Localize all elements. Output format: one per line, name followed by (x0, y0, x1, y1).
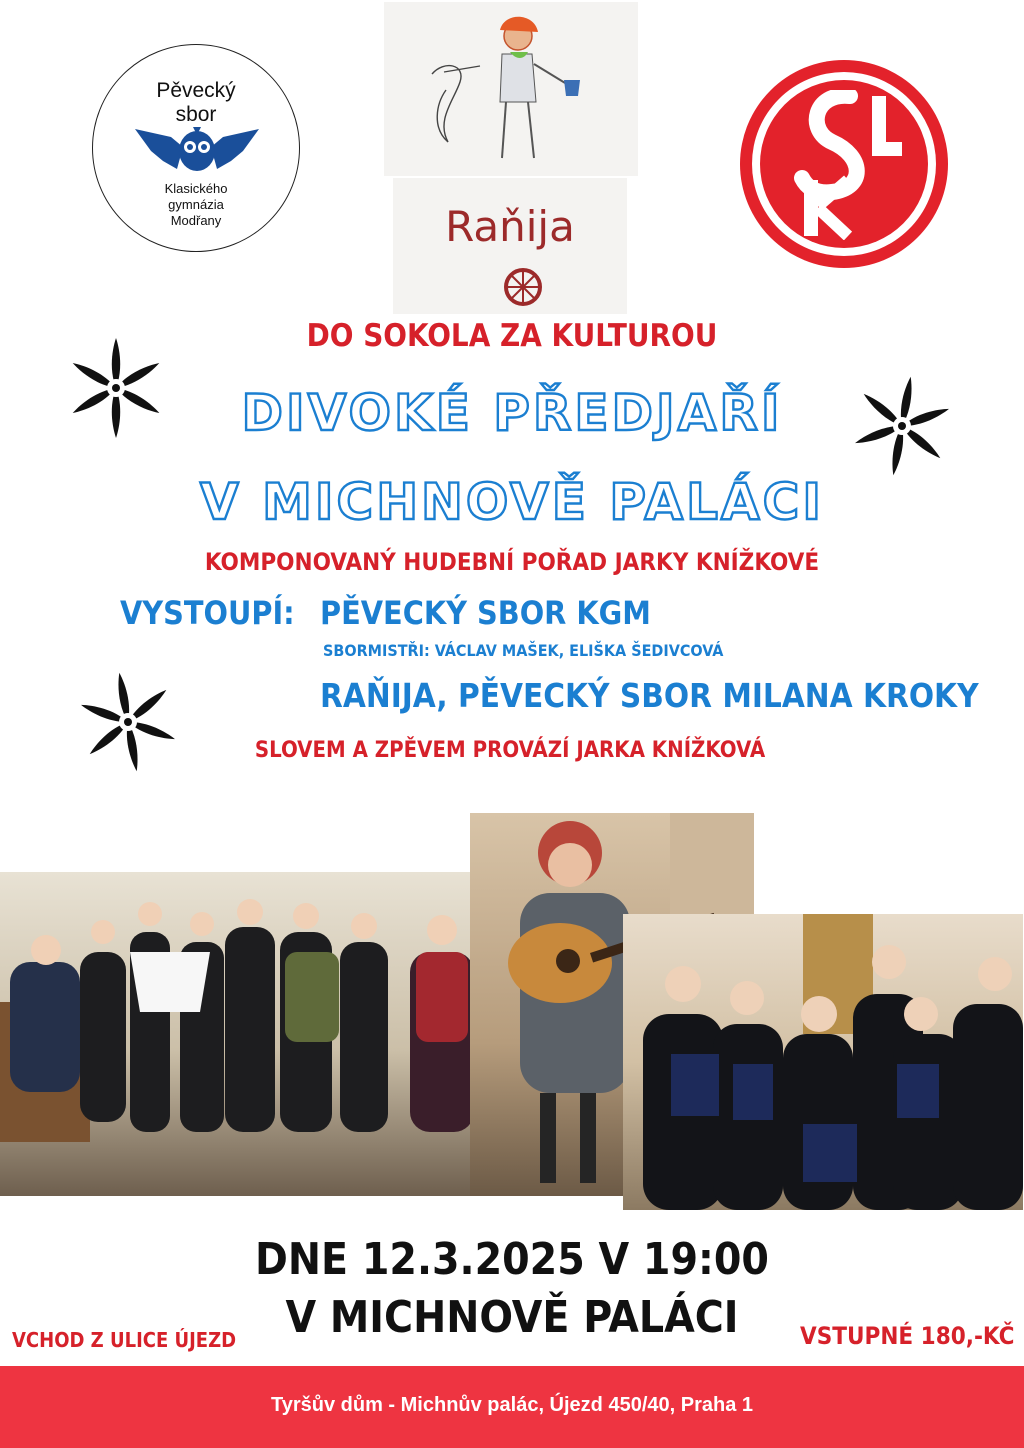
host-line: SLOVEM A ZPĚVEM PROVÁZÍ JARKA KNÍŽKOVÁ (254, 738, 766, 763)
performer-kgm: PĚVECKÝ SBOR KGM (320, 594, 651, 632)
singer-drawing-icon (384, 2, 638, 176)
youth-choir-photo (623, 914, 1023, 1210)
logo-text-line4: gymnázia (168, 197, 224, 212)
footer-bar (0, 1366, 1024, 1448)
title-line1: DIVOKÉ PŘEDJAŘÍ (241, 384, 783, 442)
wheel-icon (499, 264, 547, 310)
choir-performance-photo (0, 872, 506, 1196)
title-line2: V MICHNOVĚ PALÁCI (200, 473, 824, 531)
logo-text-line2: sbor (175, 103, 217, 126)
ranija-logo-text: Raňija (445, 202, 575, 251)
logo-text-line3: Klasického (164, 181, 228, 196)
footer-address: Tyršův dům - Michnův palác, Újezd 450/40, Praha 1 (270, 1394, 754, 1416)
event-place: V MICHNOVĚ PALÁCI (285, 1292, 739, 1343)
logo-text-line1: Pěvecký (156, 79, 236, 102)
ranija-logo (393, 178, 627, 314)
conductors-line: SBORMISTŘI: VÁCLAV MAŠEK, ELIŠKA ŠEDIVCOVÁ (323, 641, 724, 660)
program-description: KOMPONOVANÝ HUDEBNÍ POŘAD JARKY KNÍŽKOVÉ (204, 548, 820, 576)
sokol-monogram-icon (784, 90, 904, 240)
performers-label: VYSTOUPÍ: (120, 594, 295, 632)
subtitle-heading: DO SOKOLA ZA KULTUROU (306, 318, 718, 354)
logo-text-line5: Modřany (170, 213, 222, 228)
owl-icon (133, 123, 261, 173)
singer-sketch-image (384, 2, 638, 176)
sokol-logo (740, 60, 948, 268)
choir-kgm-logo (92, 44, 300, 252)
performer-ranija: RAŇIJA, PĚVECKÝ SBOR MILANA KROKY (320, 676, 979, 715)
entrance-note: VCHOD Z ULICE ÚJEZD (12, 1328, 237, 1352)
admission-price: VSTUPNÉ 180,-KČ (800, 1322, 1015, 1350)
event-date: DNE 12.3.2025 V 19:00 (255, 1234, 769, 1285)
